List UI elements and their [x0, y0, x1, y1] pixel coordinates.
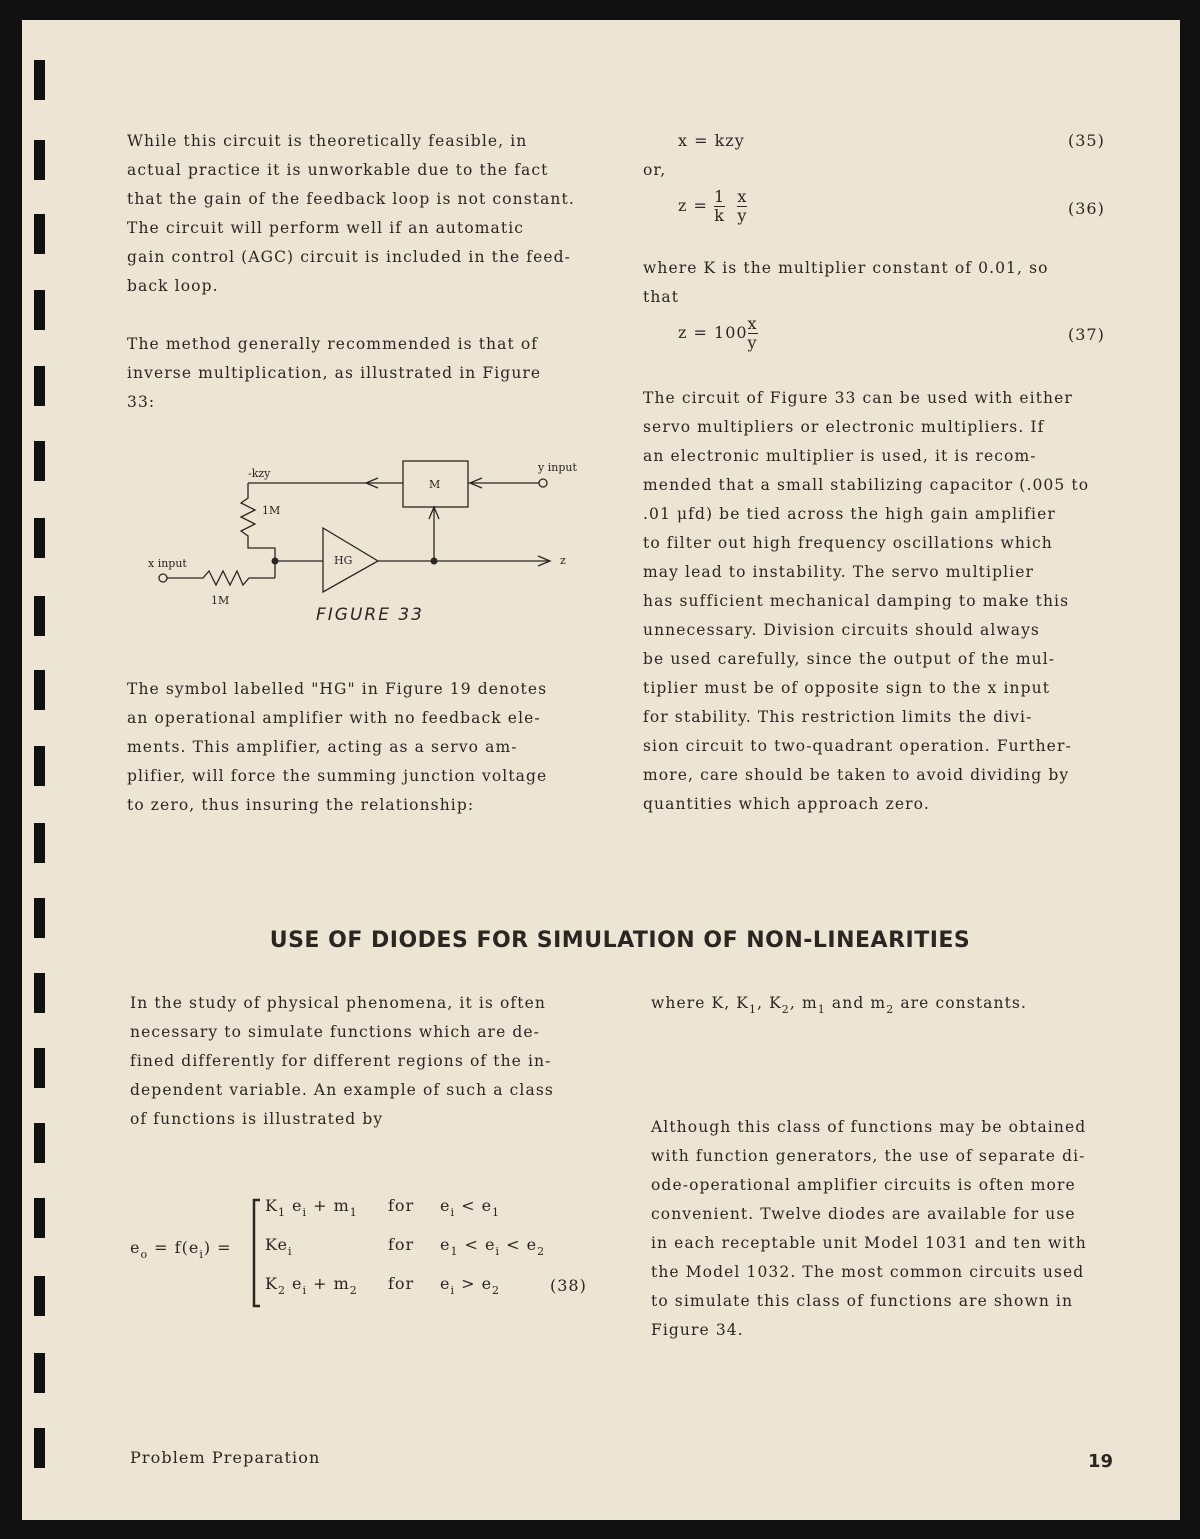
footer-section: Problem Preparation — [130, 1448, 321, 1467]
text-line: for stability. This restriction limits the divi- — [643, 708, 1033, 726]
text-line: an electronic multiplier is used, it is recom- — [643, 447, 1037, 465]
x-input-terminal — [159, 574, 167, 582]
text-line: In the study of physical phenomena, it is often — [130, 994, 546, 1012]
binding-hole — [34, 746, 45, 786]
equation-36-number: (36) — [1068, 199, 1105, 218]
binding-hole — [34, 973, 45, 1013]
text-line: plifier, will force the summing junction voltage — [127, 767, 548, 785]
label-r2: 1M — [211, 594, 230, 607]
text-line: gain control (AGC) circuit is included in the feed- — [127, 248, 572, 266]
input-resistor — [167, 571, 275, 585]
text-line: The symbol labelled "HG" in Figure 19 denotes — [127, 680, 548, 698]
binding-hole — [34, 1198, 45, 1238]
binding-hole — [34, 823, 45, 863]
eq36-num1: 1 — [714, 187, 726, 206]
text-line: ments. This amplifier, acting as a servo am- — [127, 738, 518, 756]
text-line: be used carefully, since the output of the mul- — [643, 650, 1056, 668]
text-line: sion circuit to two-quadrant operation. Further- — [643, 737, 1072, 755]
label-m: M — [429, 478, 441, 491]
equation-35-number: (35) — [1068, 131, 1105, 150]
section-heading: USE OF DIODES FOR SIMULATION OF NON-LINEARITIES — [269, 928, 971, 953]
label-z: z — [560, 554, 566, 567]
eq38-cell: $Ke_i$ — [265, 1235, 293, 1258]
equation-37-number: (37) — [1068, 325, 1105, 344]
text-line: .01 μfd) be tied across the high gain amplifier — [643, 505, 1056, 523]
text-line: servo multipliers or electronic multipliers. If — [643, 418, 1045, 436]
text-line: has sufficient mechanical damping to make this — [643, 592, 1070, 610]
eq38-cell: $e_1 < e_i < e_2$ — [440, 1235, 546, 1258]
eq38-cell: $K_1$ $e_i + m_1$ — [265, 1196, 358, 1219]
text-line: of functions is illustrated by — [130, 1110, 384, 1128]
eq38-cell: for — [388, 1196, 415, 1215]
binding-hole — [34, 1353, 45, 1393]
eq37-num: x — [747, 314, 758, 333]
text-line: to filter out high frequency oscillations which — [643, 534, 1053, 552]
eq38-cell: for — [388, 1235, 415, 1254]
eq36-num2: x — [737, 187, 748, 206]
text-line: Figure 34. — [651, 1321, 744, 1339]
text-line: in each receptable unit Model 1031 and ten with — [651, 1234, 1087, 1252]
text-line: inverse multiplication, as illustrated in Figure — [127, 364, 542, 382]
label-hg: HG — [334, 554, 353, 567]
label-kzy: -kzy — [248, 467, 271, 480]
binding-hole — [34, 1276, 45, 1316]
page-number: 19 — [1088, 1451, 1114, 1472]
eq36-den2: y — [737, 206, 748, 225]
text-line: to zero, thus insuring the relationship: — [127, 796, 475, 814]
eq38-cell: $e_i < e_1$ — [440, 1196, 501, 1219]
label-y-input: y input — [538, 461, 577, 474]
equation-37 — [678, 315, 758, 352]
eq37-den: y — [747, 333, 758, 352]
text-line: quantities which approach zero. — [643, 795, 930, 813]
text-line: The circuit of Figure 33 can be used with either — [643, 389, 1073, 407]
text-line: convenient. Twelve diodes are available for use — [651, 1205, 1076, 1223]
text-line: While this circuit is theoretically feasible, in — [127, 132, 528, 150]
eq38-cell: $K_2$ $e_i + m_2$ — [265, 1274, 358, 1297]
text-line: ode-operational amplifier circuits is often more — [651, 1176, 1076, 1194]
text-line: tiplier must be of opposite sign to the x input — [643, 679, 1051, 697]
eq38-cell: for — [388, 1274, 415, 1293]
binding-hole — [34, 1428, 45, 1468]
text-line: actual practice it is unworkable due to the fact — [127, 161, 549, 179]
text-line: dependent variable. An example of such a class — [130, 1081, 554, 1099]
text-line: the Model 1032. The most common circuits used — [651, 1263, 1085, 1281]
eq38-lhs: $e_o = f(e_i)$ = — [130, 1238, 232, 1261]
equation-35: x = kzy — [678, 131, 745, 150]
figure-33-circuit — [0, 0, 1200, 660]
feedback-resistor — [241, 483, 275, 578]
binding-hole — [34, 670, 45, 710]
figure-caption: FIGURE 33 — [316, 605, 424, 625]
label-r1: 1M — [262, 504, 281, 517]
binding-hole — [34, 1048, 45, 1088]
eq38-cell: $e_i > e_2$ — [440, 1274, 501, 1297]
text-line: fined differently for different regions of the in- — [130, 1052, 552, 1070]
text-line: back loop. — [127, 277, 219, 295]
text-line: with function generators, the use of separate di- — [651, 1147, 1086, 1165]
text-line: more, care should be taken to avoid dividing by — [643, 766, 1070, 784]
left-bracket — [250, 1198, 264, 1310]
text-line: where K is the multiplier constant of 0.01, so — [643, 259, 1049, 277]
text-line: mended that a small stabilizing capacitor (.005 to — [643, 476, 1090, 494]
text-line: unnecessary. Division circuits should always — [643, 621, 1040, 639]
text-line: 33: — [127, 393, 156, 411]
eq36-den1: k — [714, 206, 725, 225]
text-line: that the gain of the feedback loop is not constant. — [127, 190, 575, 208]
label-x-input: x input — [148, 557, 187, 570]
binding-hole — [34, 1123, 45, 1163]
y-input-terminal — [539, 479, 547, 487]
equation-36 — [678, 188, 747, 225]
or-text: or, — [643, 161, 667, 179]
text-line: an operational amplifier with no feedback ele- — [127, 709, 541, 727]
text-line: necessary to simulate functions which are de- — [130, 1023, 541, 1041]
text-line: that — [643, 288, 680, 306]
text-line: may lead to instability. The servo multiplier — [643, 563, 1034, 581]
text-line: The method generally recommended is that of — [127, 335, 539, 353]
eq38-number: (38) — [550, 1276, 587, 1295]
eq37-lhs: z = 100 — [678, 323, 748, 342]
text-line: Although this class of functions may be obtained — [651, 1118, 1087, 1136]
constants-line: where K, $K_1$, $K_2$, $m_1$ and $m_2$ are constants. — [651, 994, 1027, 1016]
text-line: The circuit will perform well if an automatic — [127, 219, 525, 237]
eq36-lhs: z = — [678, 196, 715, 215]
text-line: to simulate this class of functions are shown in — [651, 1292, 1074, 1310]
